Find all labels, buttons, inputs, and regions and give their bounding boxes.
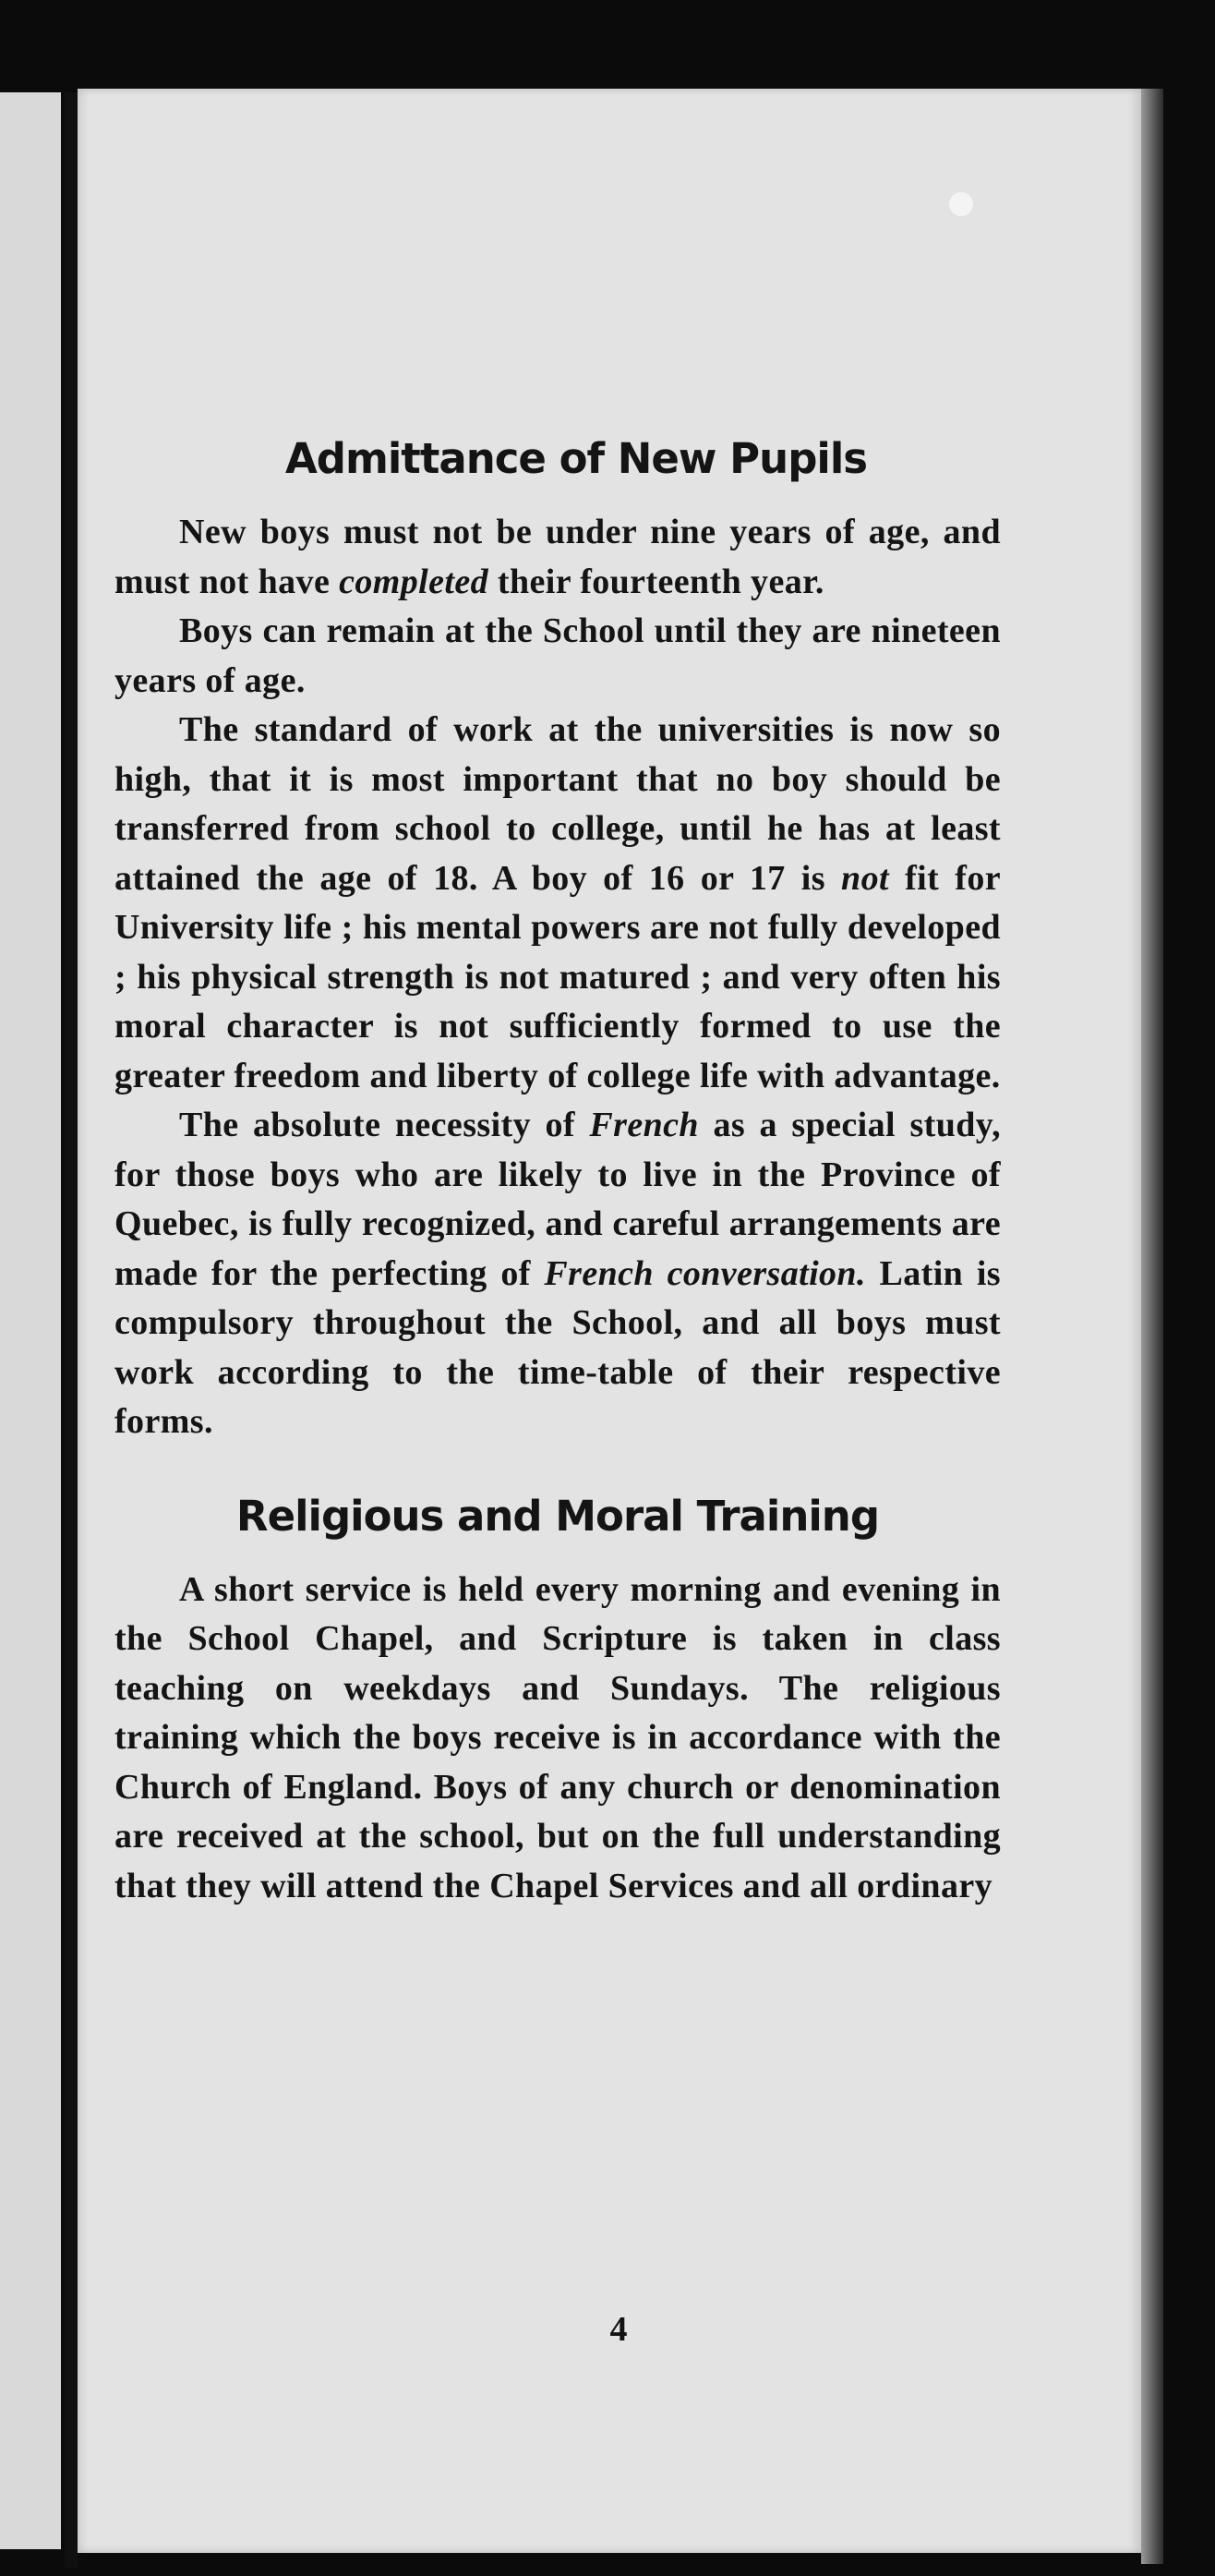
section-heading-admittance: Admittance of New Pupils (284, 434, 868, 483)
emphasis-text: French (589, 1106, 699, 1144)
text-run: A short service is held every morning and evening in the School Chapel, and Scripture is taken in class teaching on weekdays and Sundays. The religious training which the boys receive is in accordance with the Church of England. Boys of any church or denomination are received at the school, but on the full understanding that they will attend the Chapel Services and all ordinary (114, 1569, 1001, 1905)
paragraph-french-study (114, 1101, 1001, 1447)
text-run: Boys can remain at the School until they are nineteen years of age. (114, 611, 1001, 700)
paper-speck (949, 192, 973, 216)
section-heading-religious: Religious and Moral Training (235, 1491, 880, 1541)
text-run: The standard of work at the universities is now so high, that it is most important that no boy should be transferred from school to college, until he has at least attained the age of 18. A boy of 16 or 17 is (114, 710, 1001, 898)
text-run: their fourteenth year. (488, 562, 824, 601)
paragraph-age-limits (114, 508, 1001, 607)
text-run: fit for University life ; his mental powers are not fully developed ; his physical strength is not matured ; and very often his moral character is not sufficiently formed to use the greater freedom and liberty of college life with advantage. (114, 858, 1001, 1095)
page-content (114, 434, 1001, 1911)
book-spine (65, 92, 78, 2568)
emphasis-text: not (841, 858, 889, 898)
paragraph-chapel-services (114, 1566, 1001, 1912)
adjacent-page-strip (0, 92, 61, 2549)
text-run: Latin is compulsory throughout the School, and all boys must work according to the time-table of their respective forms. (114, 1253, 1001, 1441)
emphasis-text: French conversation. (544, 1253, 866, 1293)
emphasis-text: completed (339, 562, 488, 601)
text-run: as a special study, for those boys who are likely to live in the Province of Quebec, is fully recognized, and careful arrangements are made for the perfecting of (114, 1106, 1001, 1293)
text-run: The absolute necessity of (179, 1106, 590, 1144)
paragraph-university-standard (114, 706, 1001, 1101)
page-number: 4 (609, 2310, 628, 2349)
text-run: New boys must not be under nine years of age, and must not have (114, 513, 1001, 601)
page-right-edge (1141, 89, 1163, 2564)
paragraph-max-age (114, 607, 1001, 706)
